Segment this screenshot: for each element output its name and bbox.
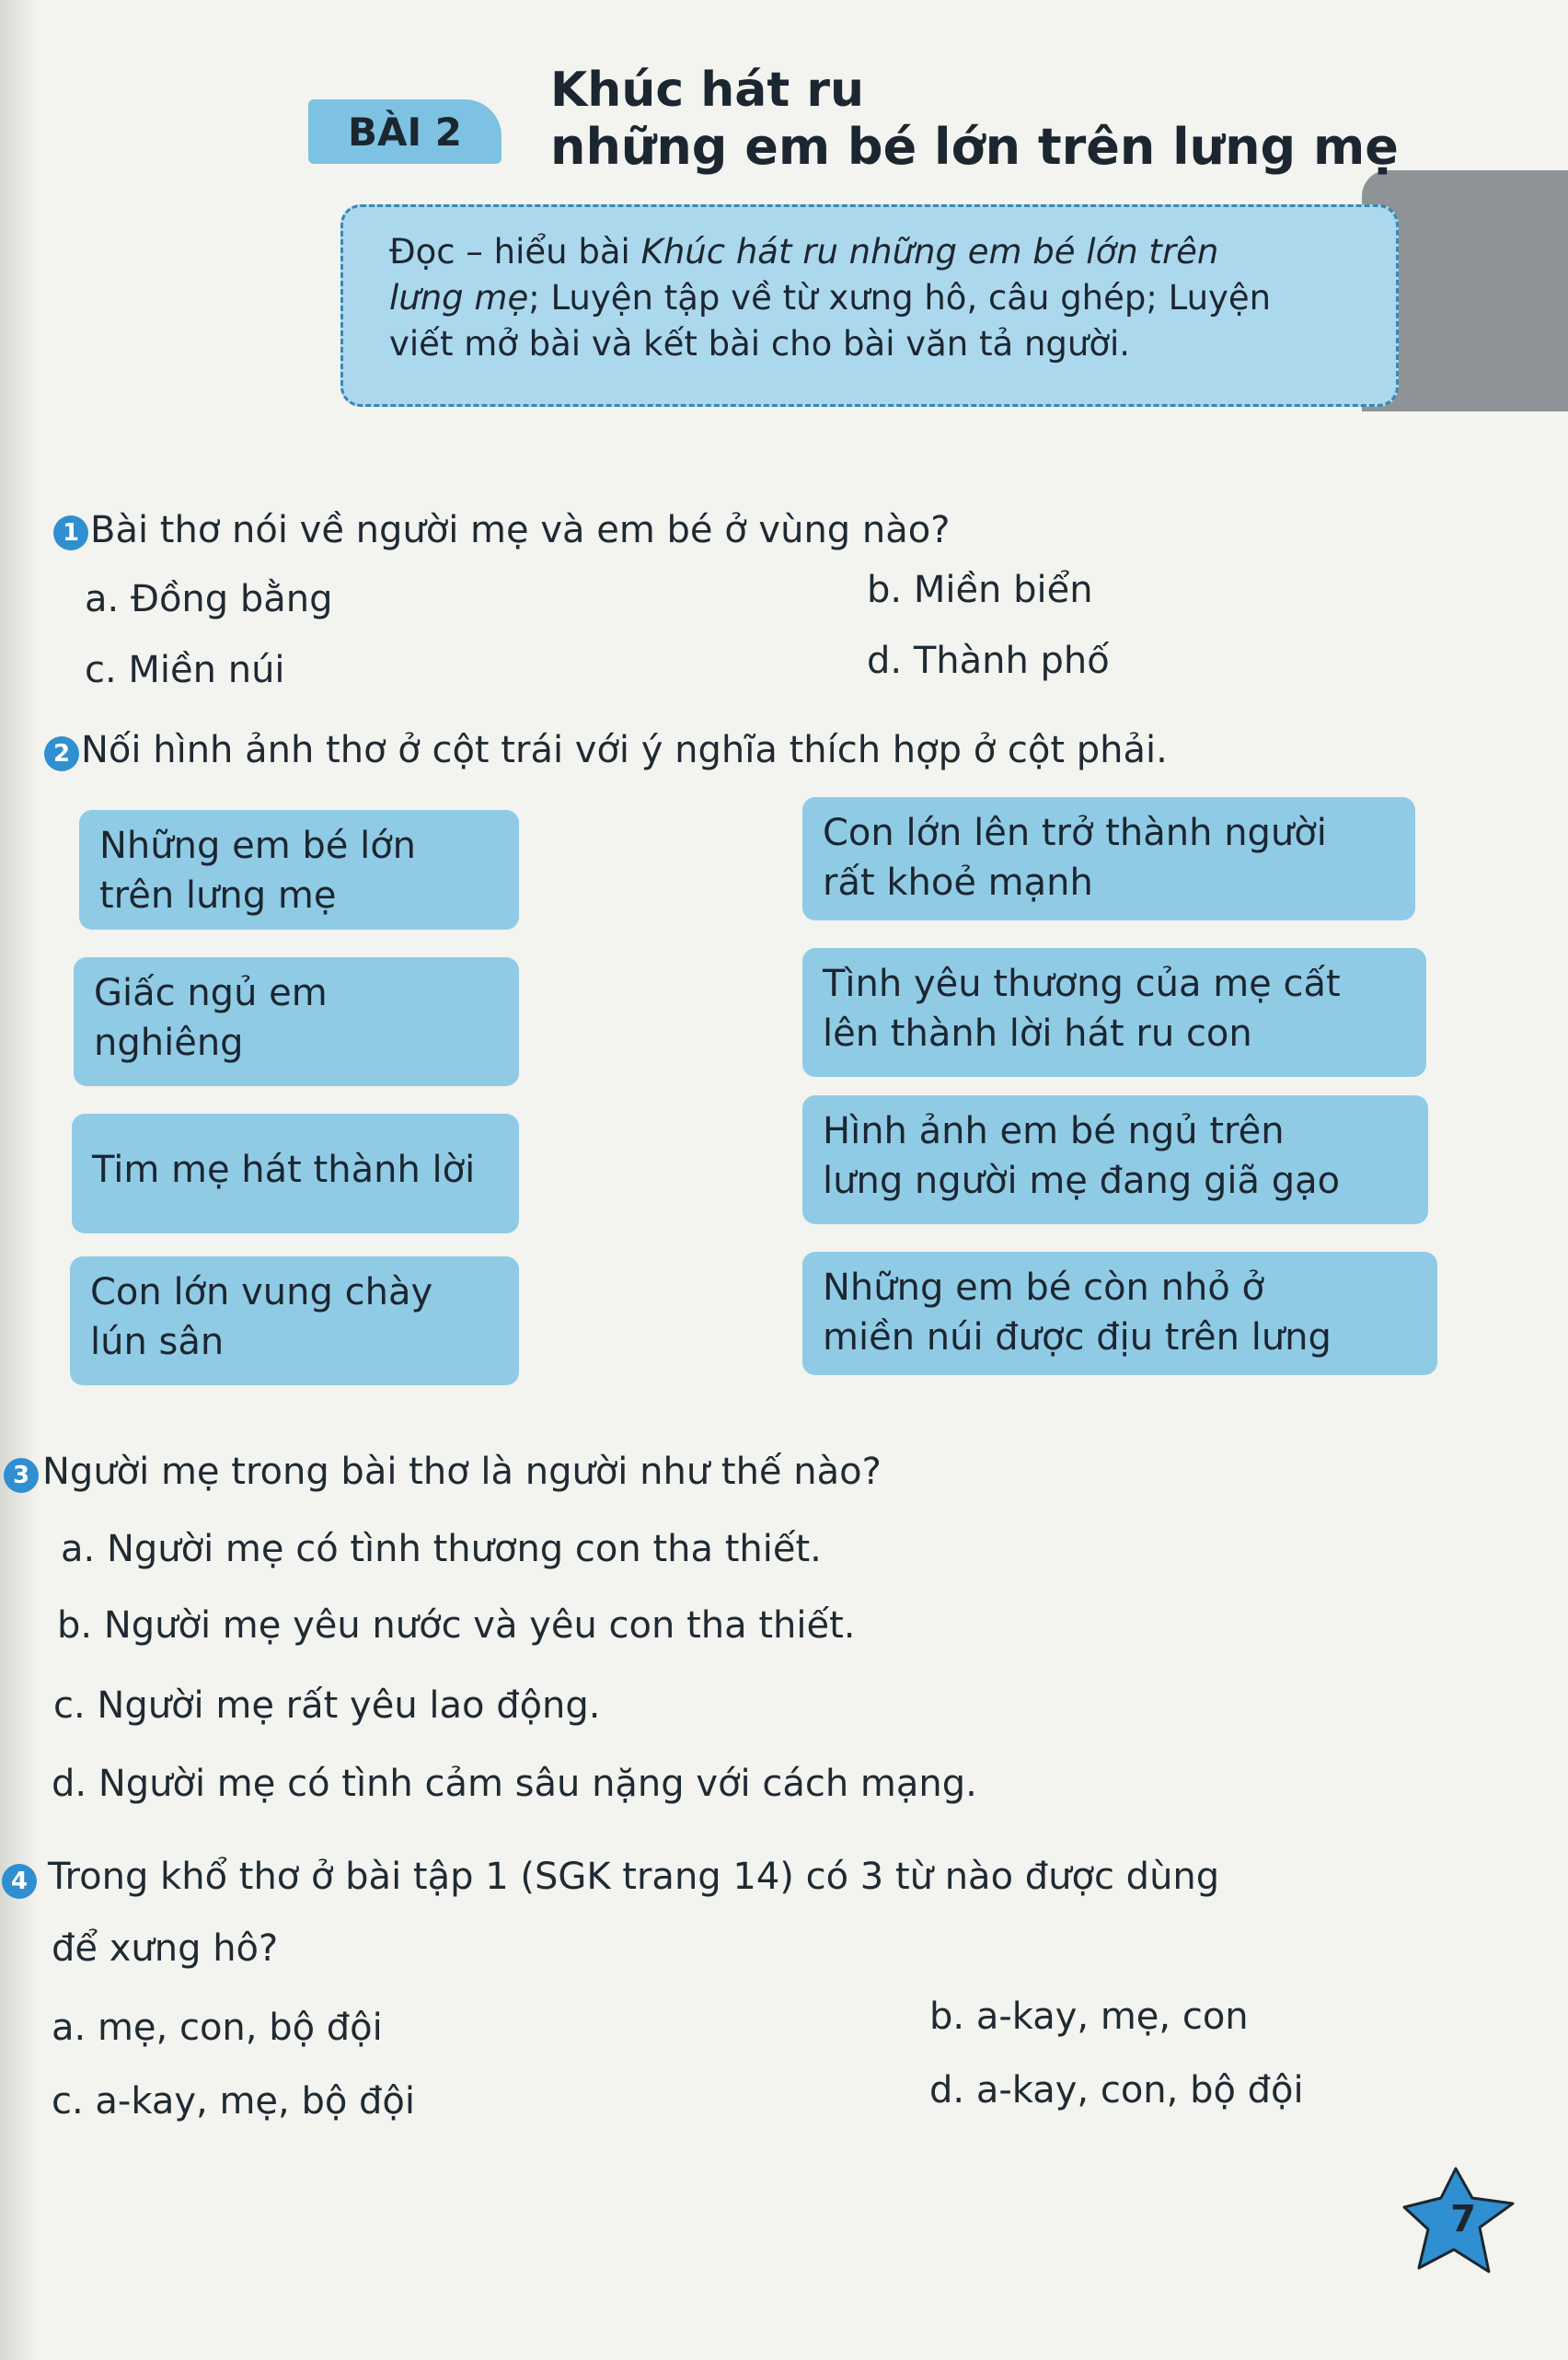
- question-2-text: Nối hình ảnh thơ ở cột trái với ý nghĩa thích hợp ở cột phải.: [81, 729, 1168, 771]
- q4-option-c[interactable]: c. a-kay, mẹ, bộ đội: [52, 2080, 415, 2123]
- match-right-card-1[interactable]: Con lớn lên trở thành người rất khoẻ mạnh: [802, 797, 1415, 920]
- q3-option-c[interactable]: c. Người mẹ rất yêu lao động.: [53, 1684, 601, 1727]
- question-4-text-line1: Trong khổ thơ ở bài tập 1 (SGK trang 14) có 3 từ nào được dùng: [48, 1856, 1220, 1898]
- q1-option-c[interactable]: c. Miền núi: [85, 649, 285, 691]
- lesson-title-line2: những em bé lớn trên lưng mẹ: [550, 118, 1399, 176]
- page-number: 7: [1450, 2198, 1476, 2240]
- match-right-card-3[interactable]: Hình ảnh em bé ngủ trên lưng người mẹ đang giã gạo: [802, 1095, 1428, 1224]
- question-number-3: 3: [4, 1458, 39, 1493]
- match-right-card-4[interactable]: Những em bé còn nhỏ ở miền núi được địu trên lưng: [802, 1252, 1437, 1375]
- match-left-card-2[interactable]: Giấc ngủ em nghiêng: [74, 957, 519, 1086]
- lesson-objective-box: [340, 204, 1399, 407]
- q3-option-a[interactable]: a. Người mẹ có tình thương con tha thiết.: [61, 1528, 822, 1570]
- q4-option-d[interactable]: d. a-kay, con, bộ đội: [929, 2069, 1304, 2111]
- match-left-card-1[interactable]: Những em bé lớn trên lưng mẹ: [79, 810, 519, 930]
- question-number-1: 1: [53, 515, 88, 550]
- question-3-text: Người mẹ trong bài thơ là người như thế nào?: [42, 1451, 882, 1493]
- page-edge-shadow: [0, 0, 37, 2360]
- q4-option-b[interactable]: b. a-kay, mẹ, con: [929, 1996, 1249, 2038]
- match-left-card-3[interactable]: Tim mẹ hát thành lời: [72, 1114, 519, 1233]
- q1-option-a[interactable]: a. Đồng bằng: [85, 578, 333, 620]
- q1-option-d[interactable]: d. Thành phố: [867, 640, 1110, 682]
- lesson-title-line1: Khúc hát ru: [550, 63, 864, 118]
- question-number-2: 2: [44, 736, 79, 771]
- question-4-text-line2: để xưng hô?: [52, 1927, 279, 1970]
- objective-line3: viết mở bài và kết bài cho bài văn tả người.: [389, 324, 1131, 364]
- question-1-text: Bài thơ nói về người mẹ và em bé ở vùng nào?: [90, 509, 951, 551]
- q4-option-a[interactable]: a. mẹ, con, bộ đội: [52, 2007, 383, 2049]
- match-right-card-2[interactable]: Tình yêu thương của mẹ cất lên thành lời hát ru con: [802, 948, 1426, 1077]
- match-left-card-4[interactable]: Con lớn vung chày lún sân: [70, 1256, 519, 1385]
- q1-option-b[interactable]: b. Miền biển: [867, 569, 1093, 611]
- objective-line1: Đọc – hiểu bài Khúc hát ru những em bé lớn trên: [389, 232, 1219, 272]
- question-number-4: 4: [2, 1864, 37, 1899]
- lesson-badge: BÀI 2: [308, 99, 502, 164]
- objective-line2: lưng mẹ; Luyện tập về từ xưng hô, câu ghép; Luyện: [389, 278, 1272, 318]
- q3-option-b[interactable]: b. Người mẹ yêu nước và yêu con tha thiết.: [57, 1604, 856, 1647]
- q3-option-d[interactable]: d. Người mẹ có tình cảm sâu nặng với cách mạng.: [52, 1763, 977, 1805]
